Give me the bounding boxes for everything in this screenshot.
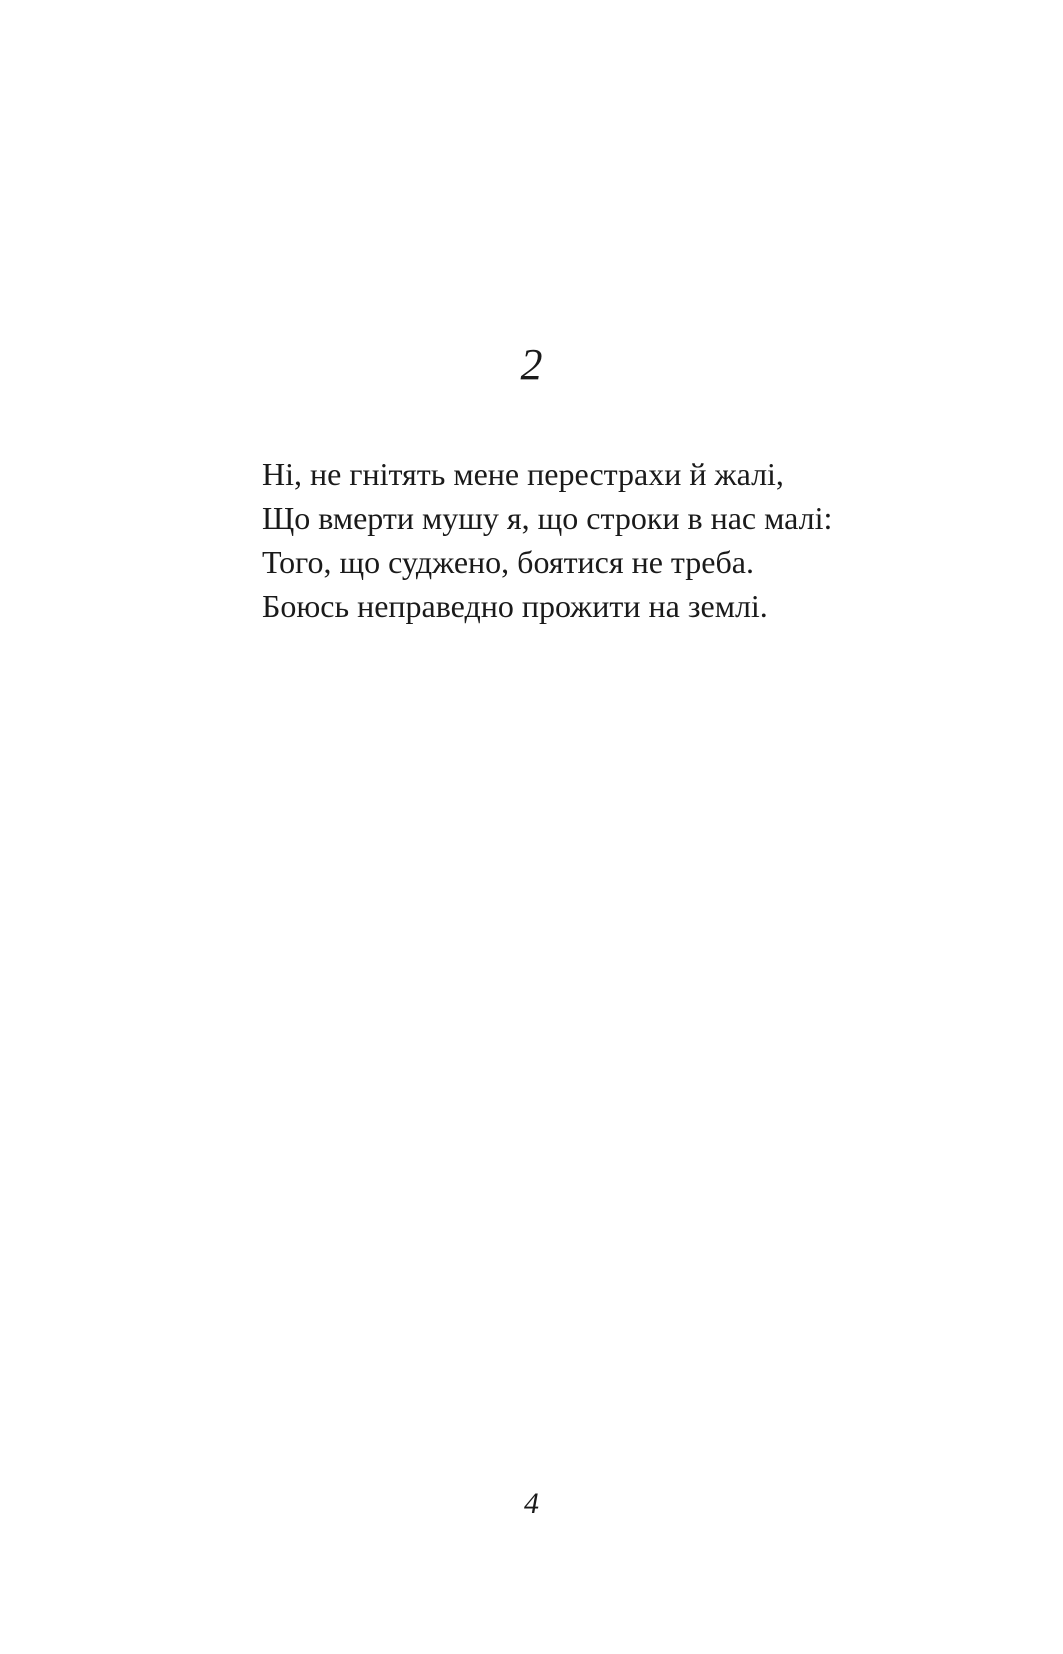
verse-line: Що вмерти мушу я, що строки в нас малі: bbox=[262, 500, 833, 536]
verse-line: Боюсь неправедно прожити на землі. bbox=[262, 588, 768, 624]
verse-line: Того, що суджено, боятися не треба. bbox=[262, 544, 754, 580]
poem-number: 2 bbox=[520, 340, 543, 389]
page-number: 4 bbox=[524, 1487, 539, 1520]
verse-line: Ні, не гнітять мене перестрахи й жалі, bbox=[262, 456, 784, 492]
poem-stanza bbox=[262, 452, 832, 628]
